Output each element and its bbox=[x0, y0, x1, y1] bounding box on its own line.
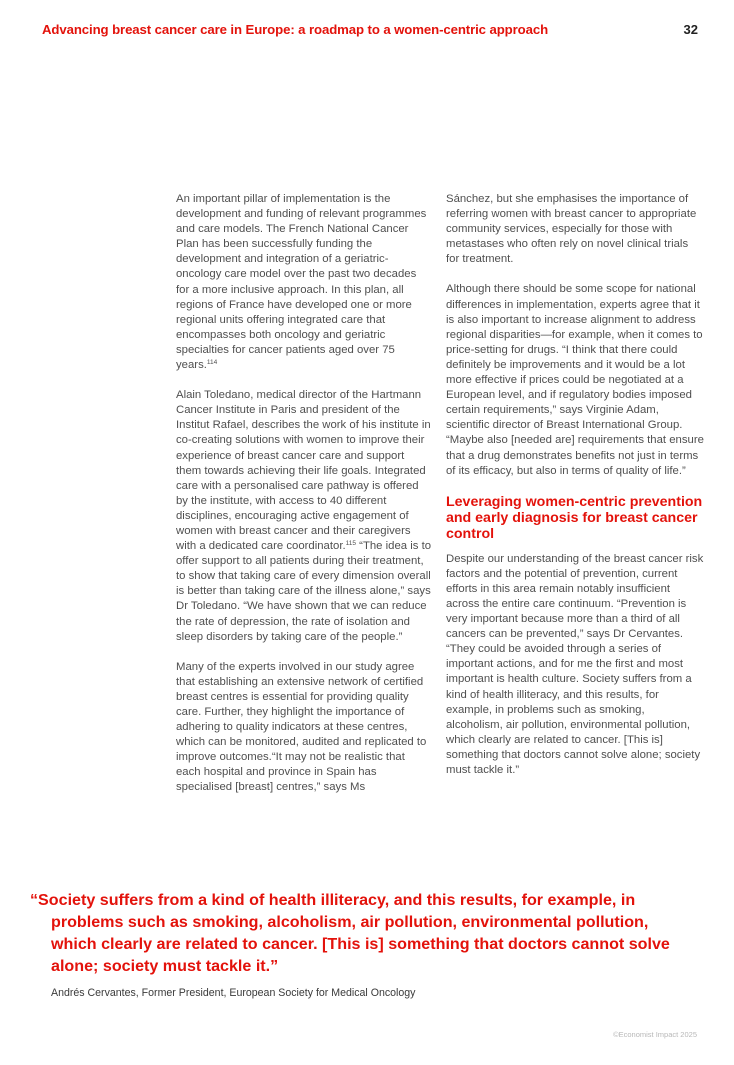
paragraph: Despite our understanding of the breast cancer risk factors and the potential of prevention, current efforts in this area remain notably insufficient across the entire care continuum. “Prevention is very important because more than a third of all cancers can be prevented,” says Dr Cervantes. “They could be avoided through a series of important actions, and for me the first and most important is health culture. Society suffers from a kind of health illiteracy, and this results, for example, in problems such as smoking, alcoholism, air pollution, environmental pollution, which clearly are related to cancer. [This is] something that doctors cannot solve alone; society must tackle it.” bbox=[446, 552, 704, 776]
page-header bbox=[42, 22, 698, 37]
page-number: 32 bbox=[683, 22, 698, 37]
paragraph: Although there should be some scope for national differences in implementation, experts agree that it is also important to increase alignment to address regional disparities—for example, when it comes to price-setting for drugs. “I think that there could definitely be improvements and it would be a lot more effective if prices could be negotiated at a European level, and if regulatory bodies imposed certain requirements,” says Virginie Adam, scientific director of Breast International Group. “Maybe also [needed are] requirements that ensure that a drug demonstrates benefits not just in terms of its efficacy, but also in terms of quality of life.” bbox=[446, 283, 704, 477]
paragraph-text: “The idea is to offer support to all patients during their treatment, to show that taking care of every dimension overall is better than taking care of the illness alone,” says Dr Toledano. “We have shown that we can reduce the rate of depression, the rate of isolation and sleep disorders by taking care of the people.” bbox=[176, 540, 432, 643]
footnote-ref: 114 bbox=[206, 359, 218, 367]
section-heading: Leveraging women-centric prevention and early diagnosis for breast cancer control bbox=[446, 493, 703, 542]
paragraph: Many of the experts involved in our study agree that establishing an extensive network of certified breast centres is essential for providing quality care. Further, they highlight the importance of adhering to quality indicators at these centres, which can be monitored, audited and replicated to improve outcomes.“It may not be realistic that each hospital and province in Spain has specialised [breast] centres,” says Ms bbox=[176, 660, 427, 794]
paragraph: Sánchez, but she emphasises the importance of referring women with breast cancer to appropriate community services, especially for those with metastases who often rely on novel clinical trials for treatment. bbox=[446, 193, 697, 266]
footnote-ref: 115 bbox=[345, 540, 357, 548]
paragraph-text: An important pillar of implementation is the development and funding of relevant programmes and care models. The French National Cancer Plan has been successfully funding the development and integration of a geriatric-oncology care model over the past two decades for a more inclusive approach. In this plan, all regions of France have developed one or more regional units offering integrated care that encompasses both oncology and geriatric specialties for cancer patients aged over 75 years. bbox=[176, 193, 427, 372]
pull-quote: “Society suffers from a kind of health illiteracy, and this results, for example, in problems such as smoking, alcoholism, air pollution, environmental pollution, which clearly are related to cancer. [This is] something that doctors cannot solve alone; society must tackle it.” bbox=[30, 891, 670, 975]
paragraph-text: Alain Toledano, medical director of the Hartmann Cancer Institute in Paris and president of the Institut Rafael, describes the work of his institute in co-creating solutions with women to improve their experience of breast cancer care and support them towards achieving their life goals. Integrated care with a personalised care pathway is offered by the institute, with access to 40 different disciplines, encouraging active engagement of women with breast cancer and their caregivers with a dedicated care coordinator. bbox=[176, 389, 431, 553]
copyright-notice: ©Economist Impact 2025 bbox=[613, 1030, 697, 1039]
left-column bbox=[176, 192, 432, 811]
paragraph bbox=[176, 192, 432, 373]
paragraph bbox=[176, 388, 432, 645]
quote-attribution: Andrés Cervantes, Former President, European Society for Medical Oncology bbox=[51, 987, 416, 999]
report-title: Advancing breast cancer care in Europe: a roadmap to a women-centric approach bbox=[42, 22, 549, 37]
right-column bbox=[446, 192, 704, 793]
